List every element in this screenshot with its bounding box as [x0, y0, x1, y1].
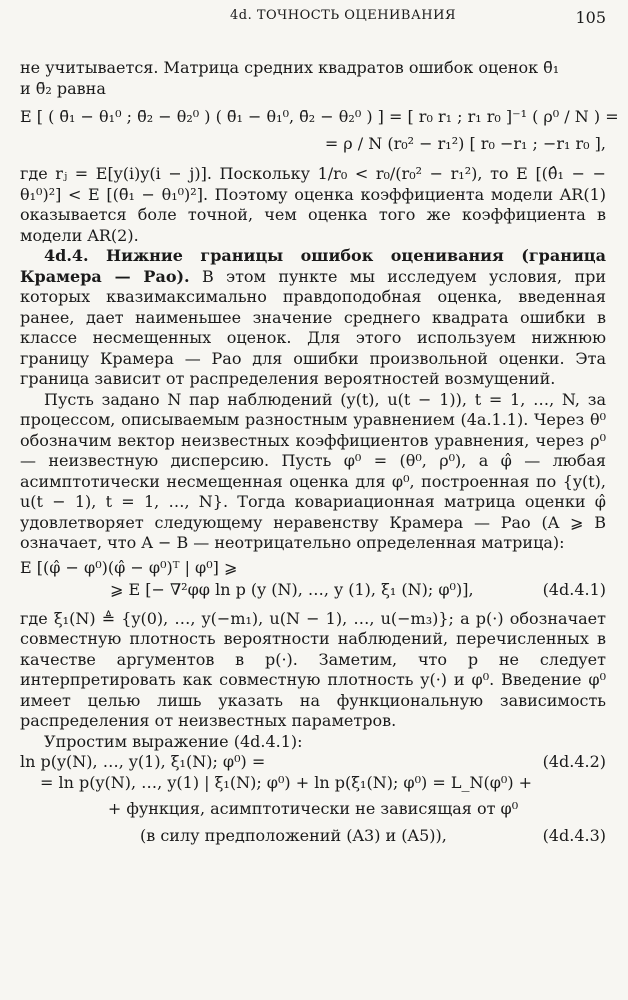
paragraph-intro-line1: не учитывается. Матрица средних квадратов ошибок оценок θ̄₁ [20, 58, 560, 77]
paragraph-setup: Пусть задано N пар наблюдений (y(t), u(t − 1)), t = 1, …, N, за процессом, описываемым разностным уравнением (4a.1.1). Через θ⁰ обозначим вектор неизвестных коэффициентов уравнения, через ρ⁰ — неизвестную дисперсию. Пусть φ⁰ = (θ⁰, ρ⁰), а φ̂ — любая асимптотически несмещенная оценка для φ⁰, построенная по {y(t), u(t − 1), t = 1, …, N}. Тогда ковариационная матрица оценки φ̂ удовлетворяет следующему неравенству Крамера — Рао (A ⩾ B означает, что A − B — неотрицательно определенная матрица): [20, 389, 606, 552]
chapter-title: 4d. ТОЧНОСТЬ ОЦЕНИВАНИЯ [230, 8, 456, 23]
equation-log-likelihood-row [20, 752, 606, 773]
equation-cramer-rao-rhs: ⩾ E [− ∇²φφ ln p (y (N), …, y (1), ξ₁ (N); φ⁰)], [110, 580, 474, 599]
equation-assumptions: (в силу предположений (A3) и (A5)), [140, 825, 447, 845]
equation-assumptions-row [20, 826, 606, 847]
equation-decomposition: = ln p(y(N), …, y(1) | ξ₁(N); φ⁰) + ln p(ξ₁(N); φ⁰) = L_N(φ⁰) + [40, 772, 533, 792]
running-header [20, 8, 606, 28]
equation-number: (4d.4.2) [542, 752, 606, 771]
paragraph-definitions: где ξ₁(N) ≜ {y(0), …, y(−m₁), u(N − 1), …, u(−m₃)}; а p(·) обозначает совместную плотность вероятности наблюдений, перечисленных в качестве аргументов в p(·). Заметим, что p не следует интерпретировать как совместную плотность y(·) и φ⁰. Введение φ⁰ имеет целью лишь указать на функциональную зависимость распределения от неизвестных параметров. [20, 608, 606, 730]
page-number: 105 [575, 8, 606, 27]
equation-cramer-rao-lhs: E [(φ̂ − φ⁰)(φ̂ − φ⁰)ᵀ | φ⁰] ⩾ [20, 557, 238, 577]
paragraph-intro-line2: и θ̄₂ равна [20, 78, 106, 98]
equation-mse-matrix: E [ ( θ̄₁ − θ₁⁰ ; θ̄₂ − θ₂⁰ ) ( θ̄₁ − θ₁⁰, θ̄₂ − θ₂⁰ ) ] = [ r₀ r₁ ; r₁ r₀ ]⁻¹ ( ρ⁰ / N ) = [20, 107, 619, 126]
equation-cramer-rao-row [20, 580, 606, 601]
paragraph-comparison: где rⱼ = E[y(i)y(i − j)]. Поскольку 1/r₀ < r₀/(r₀² − r₁²), то E [(θ̂₁ − − θ₁⁰)²] < E [(θ̄₁ − θ₁⁰)²]. Поэтому оценка коэффициента модели AR(1) оказывается боле точной, чем оценка того же коэффициента в модели AR(2). [20, 164, 606, 245]
page-body [20, 58, 619, 846]
equation-number: (4d.4.3) [542, 825, 606, 845]
equation-mse-result: = ρ / N (r₀² − r₁²) [ r₀ −r₁ ; −r₁ r₀ ], [324, 133, 606, 153]
equation-log-likelihood: ln p(y(N), …, y(1), ξ₁(N); φ⁰) = [20, 752, 266, 771]
paragraph-simplify: Упростим выражение (4d.4.1): [44, 731, 303, 751]
section-intro-text: В этом пункте мы исследуем условия, при которых квазимаксимально правдоподобная оценка, введенная ранее, дает наименьшее значение среднего квадрата ошибки в классе несмещенных оценок. Для этого используем нижнюю границу Крамера — Рао для ошибки произвольной оценки. Эта граница зависит от распределения вероятностей возмущений. [20, 266, 607, 388]
section-4d4 [20, 246, 606, 390]
equation-number: (4d.4.1) [542, 580, 606, 599]
equation-remainder: + функция, асимптотически не зависящая от φ⁰ [107, 799, 519, 818]
section-heading: 4d.4. Нижние границы ошибок оценивания (граница Крамера — Рао). [20, 246, 606, 286]
